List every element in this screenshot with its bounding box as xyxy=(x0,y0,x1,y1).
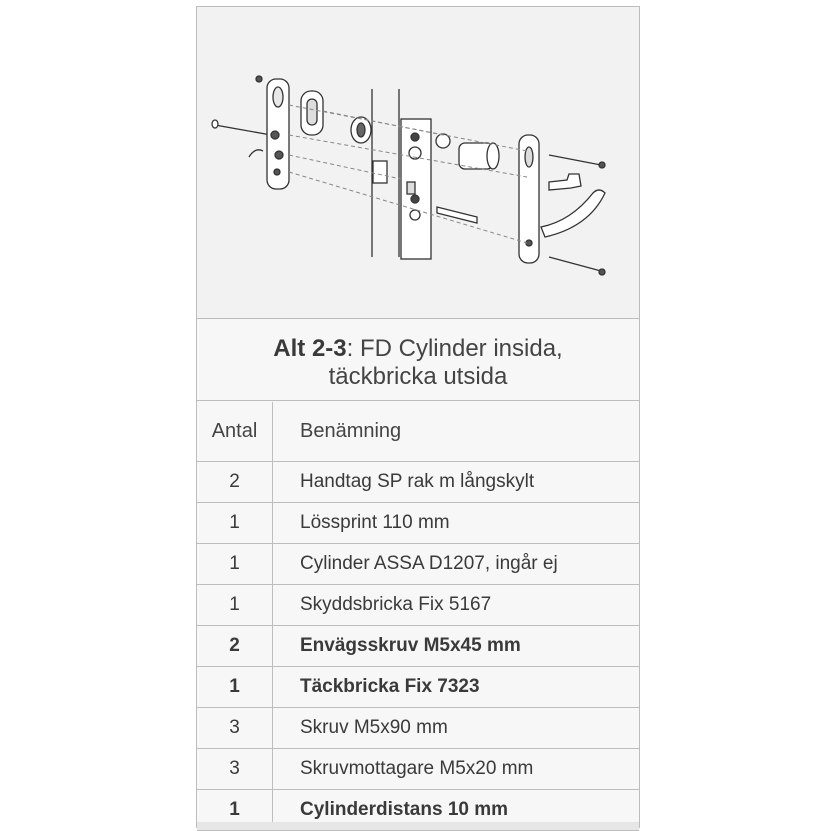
heading-line-1-rest: : FD Cylinder insida, xyxy=(346,335,563,362)
parts-table xyxy=(197,402,639,831)
description-cell: Täckbricka Fix 7323 xyxy=(300,676,480,697)
quantity-cell: 2 xyxy=(197,462,273,502)
product-sheet xyxy=(196,6,640,828)
description-cell: Skyddsbricka Fix 5167 xyxy=(300,594,492,615)
table-header-row xyxy=(197,402,639,462)
description-cell: Skruv M5x90 mm xyxy=(300,717,448,738)
table-row xyxy=(197,708,639,749)
column-header-description: Benämning xyxy=(300,420,402,442)
quantity-cell: 1 xyxy=(197,503,273,543)
quantity-cell: 1 xyxy=(197,585,273,625)
heading-line-1 xyxy=(197,335,639,363)
table-row xyxy=(197,503,639,544)
description-cell: Lössprint 110 mm xyxy=(300,512,450,533)
description-cell: Skruvmottagare M5x20 mm xyxy=(300,758,534,779)
quantity-cell: 3 xyxy=(197,708,273,748)
heading-line-2: täckbricka utsida xyxy=(328,363,508,390)
quantity-cell: 1 xyxy=(197,544,273,584)
description-cell: Handtag SP rak m långskylt xyxy=(300,471,535,492)
long-screw-line xyxy=(215,125,271,135)
table-row xyxy=(197,544,639,585)
lock-assembly-illustration xyxy=(197,7,639,318)
table-row xyxy=(197,585,639,626)
description-cell: Envägsskruv M5x45 mm xyxy=(300,635,521,656)
exploded-assembly-diagram xyxy=(197,7,639,319)
sheet-footer-strip xyxy=(197,822,639,830)
quantity-cell: 1 xyxy=(197,667,273,707)
section-heading xyxy=(197,319,639,401)
description-cell: Cylinder ASSA D1207, ingår ej xyxy=(300,553,558,574)
description-cell: Cylinderdistans 10 mm xyxy=(300,799,509,820)
quantity-cell: 3 xyxy=(197,749,273,789)
alternative-label: Alt 2-3 xyxy=(273,335,347,362)
table-row xyxy=(197,626,639,667)
table-row xyxy=(197,462,639,503)
quantity-cell: 1 xyxy=(197,790,273,830)
quantity-cell: 2 xyxy=(197,626,273,666)
column-header-quantity: Antal xyxy=(197,402,273,461)
table-row xyxy=(197,667,639,708)
table-row xyxy=(197,749,639,790)
